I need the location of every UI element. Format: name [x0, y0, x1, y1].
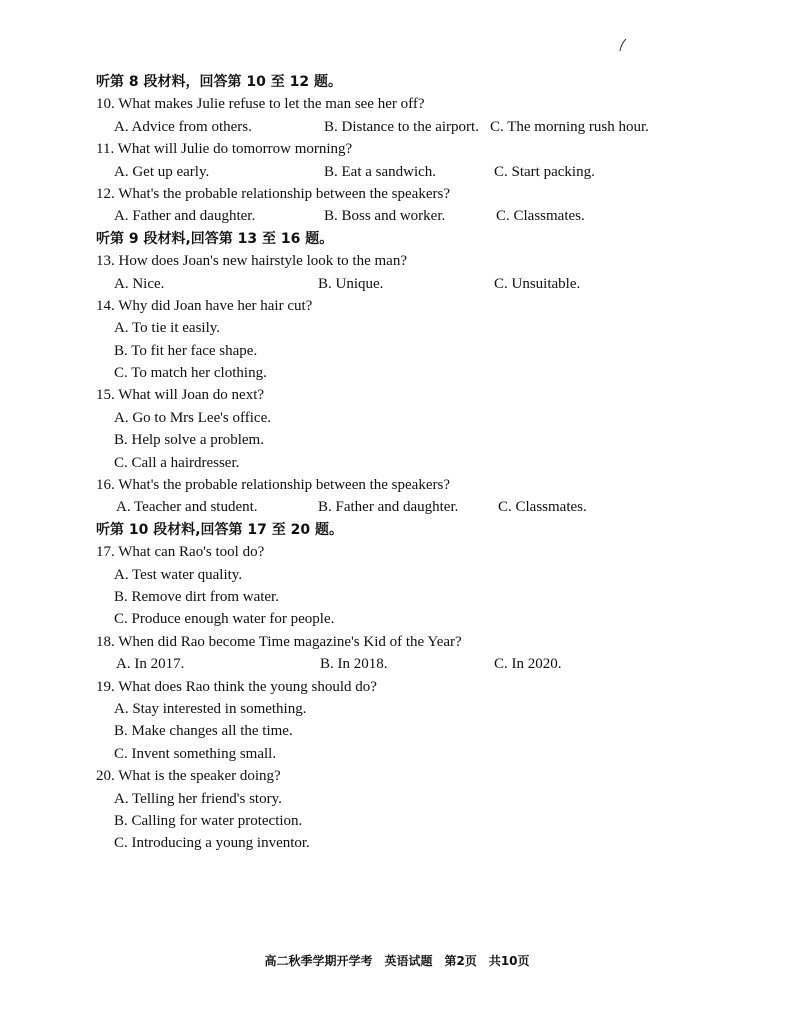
- option-b: B. Father and daughter.: [318, 499, 459, 516]
- option-c: C. Invent something small.: [114, 745, 277, 762]
- option-a: A. Telling her friend's story.: [114, 790, 282, 807]
- option-c: C. The morning rush hour.: [490, 118, 649, 135]
- option-a: A. Stay interested in something.: [114, 700, 307, 717]
- question-text: 17. What can Rao's tool do?: [96, 544, 265, 561]
- option-b: B. Help solve a problem.: [114, 432, 264, 449]
- option-a: A. Go to Mrs Lee's office.: [114, 409, 271, 426]
- options-row: [96, 273, 776, 295]
- option-c: C. To match her clothing.: [114, 365, 267, 382]
- option-b: B. Calling for water protection.: [114, 812, 303, 829]
- question-text: 16. What's the probable relationship between the speakers?: [96, 477, 450, 494]
- option-b: B. Boss and worker.: [324, 208, 446, 225]
- options-row: [96, 496, 776, 518]
- question-text: 13. How does Joan's new hairstyle look to the man?: [96, 253, 407, 270]
- option-c: C. Introducing a young inventor.: [114, 835, 310, 852]
- page-footer: 高二秋季学期开学考 英语试题 第2页 共10页: [264, 954, 530, 968]
- options-row: [96, 161, 776, 183]
- option-b: B. Distance to the airport.: [324, 118, 479, 135]
- option-c: C. Classmates.: [496, 208, 585, 225]
- option-a: A. Get up early.: [114, 163, 210, 180]
- option-b: B. Eat a sandwich.: [324, 163, 437, 180]
- option-b: B. Remove dirt from water.: [114, 588, 279, 605]
- question-text: 18. When did Rao become Time magazine's Kid of the Year?: [96, 633, 462, 650]
- question-text: 10. What makes Julie refuse to let the man see her off?: [96, 96, 425, 113]
- section-header: 听第 10 段材料,回答第 17 至 20 题。: [96, 521, 344, 538]
- question-text: 15. What will Joan do next?: [96, 387, 265, 404]
- option-a: A. Test water quality.: [114, 566, 243, 583]
- option-b: B. Make changes all the time.: [114, 723, 293, 740]
- option-c: C. Classmates.: [498, 499, 587, 516]
- section-header: 听第 8 段材料，回答第 10 至 12 题。: [96, 74, 342, 90]
- option-c: C. Produce enough water for people.: [114, 611, 335, 628]
- question-text: 12. What's the probable relationship between the speakers?: [96, 185, 450, 202]
- option-c: C. Call a hairdresser.: [114, 454, 240, 471]
- option-b: B. Unique.: [318, 275, 384, 292]
- question-text: 11. What will Julie do tomorrow morning?: [96, 141, 353, 158]
- question-list: [96, 71, 776, 855]
- option-a: A. To tie it easily.: [114, 320, 221, 337]
- options-row: [96, 205, 776, 227]
- pen-mark: [618, 38, 628, 52]
- option-a: A. Father and daughter.: [114, 208, 256, 225]
- question-text: 19. What does Rao think the young should do?: [96, 678, 377, 695]
- option-a: A. Teacher and student.: [116, 499, 258, 516]
- option-a: A. Advice from others.: [114, 118, 252, 135]
- option-c: C. Start packing.: [494, 163, 595, 180]
- option-a: A. Nice.: [114, 275, 165, 292]
- option-a: A. In 2017.: [116, 656, 185, 673]
- option-b: B. To fit her face shape.: [114, 342, 258, 359]
- options-row: [96, 653, 776, 675]
- question-text: 14. Why did Joan have her hair cut?: [96, 297, 313, 314]
- section-header: 听第 9 段材料,回答第 13 至 16 题。: [96, 230, 334, 247]
- option-c: C. In 2020.: [494, 656, 562, 673]
- question-text: 20. What is the speaker doing?: [96, 768, 281, 785]
- option-c: C. Unsuitable.: [494, 275, 581, 292]
- options-row: [96, 116, 776, 138]
- option-b: B. In 2018.: [320, 656, 388, 673]
